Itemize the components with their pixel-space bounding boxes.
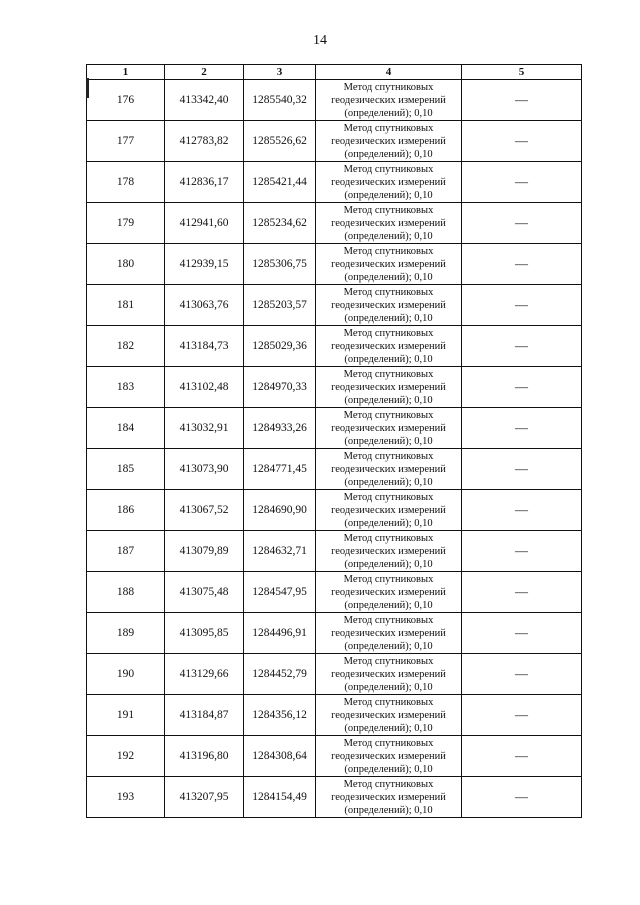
column-header-4: 4 (316, 65, 462, 80)
note-cell: — (462, 449, 582, 490)
coordinates-table (86, 64, 582, 818)
note-cell: — (462, 613, 582, 654)
method-line: (определений); 0,10 (344, 558, 433, 570)
note-cell: — (462, 531, 582, 572)
x-coordinate-cell: 413079,89 (165, 531, 244, 572)
table-row (87, 490, 582, 531)
note-cell: — (462, 572, 582, 613)
method-line: Метод спутниковых (343, 778, 434, 790)
x-coordinate-cell: 413184,87 (165, 695, 244, 736)
table-row (87, 285, 582, 326)
y-coordinate-cell: 1285540,32 (244, 80, 316, 121)
method-line: (определений); 0,10 (344, 722, 433, 734)
method-cell (316, 572, 462, 613)
method-line: Метод спутниковых (343, 327, 434, 339)
y-coordinate-cell: 1285029,36 (244, 326, 316, 367)
method-line: (определений); 0,10 (344, 271, 433, 283)
y-coordinate-cell: 1284154,49 (244, 777, 316, 818)
y-coordinate-cell: 1284356,12 (244, 695, 316, 736)
point-number-cell: 191 (87, 695, 165, 736)
column-header-5: 5 (462, 65, 582, 80)
method-line: геодезических измерений (331, 299, 446, 311)
column-header-3: 3 (244, 65, 316, 80)
page-number: 14 (313, 33, 327, 48)
note-cell: — (462, 80, 582, 121)
method-line: Метод спутниковых (343, 573, 434, 585)
method-line: (определений); 0,10 (344, 148, 433, 160)
note-cell: — (462, 285, 582, 326)
method-cell (316, 654, 462, 695)
point-number-cell: 193 (87, 777, 165, 818)
method-line: Метод спутниковых (343, 491, 434, 503)
method-line: Метод спутниковых (343, 614, 434, 626)
method-line: Метод спутниковых (343, 81, 434, 93)
column-header-1: 1 (87, 65, 165, 80)
method-line: Метод спутниковых (343, 245, 434, 257)
table-row (87, 121, 582, 162)
table-body (87, 80, 582, 818)
method-line: Метод спутниковых (343, 737, 434, 749)
note-cell: — (462, 654, 582, 695)
method-line: (определений); 0,10 (344, 640, 433, 652)
x-coordinate-cell: 412941,60 (165, 203, 244, 244)
note-cell: — (462, 695, 582, 736)
x-coordinate-cell: 413184,73 (165, 326, 244, 367)
x-coordinate-cell: 413342,40 (165, 80, 244, 121)
y-coordinate-cell: 1285526,62 (244, 121, 316, 162)
note-cell: — (462, 367, 582, 408)
x-coordinate-cell: 413102,48 (165, 367, 244, 408)
method-cell (316, 736, 462, 777)
point-number-cell: 192 (87, 736, 165, 777)
y-coordinate-cell: 1284933,26 (244, 408, 316, 449)
table-row (87, 736, 582, 777)
x-coordinate-cell: 413032,91 (165, 408, 244, 449)
method-line: (определений); 0,10 (344, 763, 433, 775)
method-line: геодезических измерений (331, 504, 446, 516)
method-cell (316, 449, 462, 490)
x-coordinate-cell: 413075,48 (165, 572, 244, 613)
point-number-cell: 190 (87, 654, 165, 695)
note-cell: — (462, 408, 582, 449)
scan-artifact-line (86, 78, 89, 98)
method-cell (316, 121, 462, 162)
method-line: (определений); 0,10 (344, 230, 433, 242)
table-row (87, 654, 582, 695)
table-row (87, 408, 582, 449)
x-coordinate-cell: 413073,90 (165, 449, 244, 490)
method-line: (определений); 0,10 (344, 107, 433, 119)
y-coordinate-cell: 1284690,90 (244, 490, 316, 531)
y-coordinate-cell: 1284970,33 (244, 367, 316, 408)
method-line: (определений); 0,10 (344, 517, 433, 529)
point-number-cell: 176 (87, 80, 165, 121)
method-line: геодезических измерений (331, 422, 446, 434)
x-coordinate-cell: 413067,52 (165, 490, 244, 531)
method-line: Метод спутниковых (343, 532, 434, 544)
method-line: геодезических измерений (331, 381, 446, 393)
x-coordinate-cell: 413196,80 (165, 736, 244, 777)
method-line: (определений); 0,10 (344, 476, 433, 488)
method-line: Метод спутниковых (343, 286, 434, 298)
point-number-cell: 183 (87, 367, 165, 408)
note-cell: — (462, 490, 582, 531)
table-header-row (87, 65, 582, 80)
method-line: (определений); 0,10 (344, 312, 433, 324)
x-coordinate-cell: 412939,15 (165, 244, 244, 285)
point-number-cell: 187 (87, 531, 165, 572)
method-line: геодезических измерений (331, 586, 446, 598)
note-cell: — (462, 244, 582, 285)
method-cell (316, 285, 462, 326)
method-cell (316, 203, 462, 244)
method-cell (316, 490, 462, 531)
method-line: Метод спутниковых (343, 368, 434, 380)
point-number-cell: 180 (87, 244, 165, 285)
table-row (87, 613, 582, 654)
table-row (87, 367, 582, 408)
y-coordinate-cell: 1285203,57 (244, 285, 316, 326)
method-line: геодезических измерений (331, 709, 446, 721)
method-cell (316, 531, 462, 572)
y-coordinate-cell: 1284771,45 (244, 449, 316, 490)
note-cell: — (462, 736, 582, 777)
method-line: Метод спутниковых (343, 655, 434, 667)
column-header-2: 2 (165, 65, 244, 80)
method-line: геодезических измерений (331, 627, 446, 639)
y-coordinate-cell: 1284308,64 (244, 736, 316, 777)
method-line: геодезических измерений (331, 135, 446, 147)
method-cell (316, 80, 462, 121)
point-number-cell: 186 (87, 490, 165, 531)
method-line: Метод спутниковых (343, 450, 434, 462)
y-coordinate-cell: 1285234,62 (244, 203, 316, 244)
method-line: геодезических измерений (331, 750, 446, 762)
method-line: Метод спутниковых (343, 163, 434, 175)
method-line: (определений); 0,10 (344, 189, 433, 201)
method-line: геодезических измерений (331, 463, 446, 475)
table-row (87, 326, 582, 367)
table-row (87, 695, 582, 736)
point-number-cell: 189 (87, 613, 165, 654)
point-number-cell: 181 (87, 285, 165, 326)
method-line: геодезических измерений (331, 340, 446, 352)
method-line: геодезических измерений (331, 791, 446, 803)
table-row (87, 531, 582, 572)
method-line: геодезических измерений (331, 258, 446, 270)
method-line: (определений); 0,10 (344, 435, 433, 447)
y-coordinate-cell: 1284547,95 (244, 572, 316, 613)
x-coordinate-cell: 413063,76 (165, 285, 244, 326)
method-cell (316, 613, 462, 654)
method-line: Метод спутниковых (343, 696, 434, 708)
note-cell: — (462, 162, 582, 203)
method-line: (определений); 0,10 (344, 681, 433, 693)
method-line: (определений); 0,10 (344, 394, 433, 406)
note-cell: — (462, 326, 582, 367)
y-coordinate-cell: 1284632,71 (244, 531, 316, 572)
point-number-cell: 182 (87, 326, 165, 367)
table-row (87, 244, 582, 285)
x-coordinate-cell: 412836,17 (165, 162, 244, 203)
method-line: геодезических измерений (331, 217, 446, 229)
y-coordinate-cell: 1285421,44 (244, 162, 316, 203)
point-number-cell: 185 (87, 449, 165, 490)
point-number-cell: 178 (87, 162, 165, 203)
y-coordinate-cell: 1284452,79 (244, 654, 316, 695)
point-number-cell: 177 (87, 121, 165, 162)
method-line: геодезических измерений (331, 545, 446, 557)
point-number-cell: 188 (87, 572, 165, 613)
method-line: (определений); 0,10 (344, 599, 433, 611)
note-cell: — (462, 121, 582, 162)
method-cell (316, 326, 462, 367)
table-row (87, 80, 582, 121)
method-cell (316, 777, 462, 818)
method-line: (определений); 0,10 (344, 804, 433, 816)
method-cell (316, 162, 462, 203)
method-cell (316, 244, 462, 285)
table-row (87, 203, 582, 244)
method-cell (316, 367, 462, 408)
x-coordinate-cell: 413207,95 (165, 777, 244, 818)
method-line: Метод спутниковых (343, 204, 434, 216)
method-line: геодезических измерений (331, 176, 446, 188)
point-number-cell: 179 (87, 203, 165, 244)
table-row (87, 162, 582, 203)
method-line: (определений); 0,10 (344, 353, 433, 365)
note-cell: — (462, 777, 582, 818)
note-cell: — (462, 203, 582, 244)
table-row (87, 777, 582, 818)
y-coordinate-cell: 1285306,75 (244, 244, 316, 285)
table-row (87, 572, 582, 613)
method-cell (316, 408, 462, 449)
table-row (87, 449, 582, 490)
x-coordinate-cell: 412783,82 (165, 121, 244, 162)
method-line: Метод спутниковых (343, 122, 434, 134)
method-line: геодезических измерений (331, 94, 446, 106)
point-number-cell: 184 (87, 408, 165, 449)
y-coordinate-cell: 1284496,91 (244, 613, 316, 654)
method-line: геодезических измерений (331, 668, 446, 680)
method-line: Метод спутниковых (343, 409, 434, 421)
x-coordinate-cell: 413129,66 (165, 654, 244, 695)
method-cell (316, 695, 462, 736)
x-coordinate-cell: 413095,85 (165, 613, 244, 654)
